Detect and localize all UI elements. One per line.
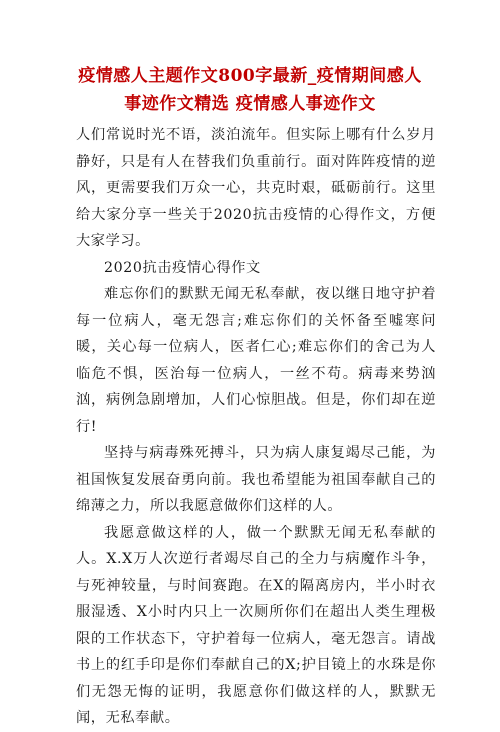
intro-paragraph: 人们常说时光不语，淡泊流年。但实际上哪有什么岁月静好，只是有人在替我们负重前行。面对阵阵疫情的逆风，更需要我们万众一心，共克时艰，砥砺前行。这里给大家分享一些关于2020抗击疫情的心得作文，方便大家学习。 [76, 127, 436, 249]
body-paragraph-2: 坚持与病毒殊死搏斗，只为病人康复竭尽己能，为祖国恢复发展奋勇向前。我也希望能为祖国奉献自己的绵薄之力，所以我愿意做你们这样的人。 [76, 445, 436, 514]
section-heading: 2020抗击疫情心得作文 [104, 259, 261, 276]
document-body [76, 122, 436, 732]
body-paragraph-3: 我愿意做这样的人，做一个默默无闻无私奉献的人。X.X万人次逆行者竭尽自己的全力与病魔作斗争，与死神较量，与时间赛跑。在X的隔离房内，半小时衣服湿透、X小时内只上一次厕所你们在超出人类生理极限的工作状态下，守护着每一位病人，毫无怨言。请战书上的红手印是你们奉献自己的X;护目镜上的水珠是你们无怨无悔的证明，我愿意你们做这样的人，默默无闻，无私奉献。 [76, 524, 436, 726]
body-paragraph-1: 难忘你们的默默无闻无私奉献，夜以继日地守护着每一位病人，毫无怨言;难忘你们的关怀备至嘘寒问暖，关心每一位病人，医者仁心;难忘你们的舍己为人临危不惧，医治每一位病人，一丝不苟。病毒来势汹汹，病例急剧增加，人们心惊胆战。但是，你们却在逆行! [76, 286, 436, 435]
document-title: 疫情感人主题作文800字最新_疫情期间感人事迹作文精选 疫情感人事迹作文 [78, 66, 422, 114]
